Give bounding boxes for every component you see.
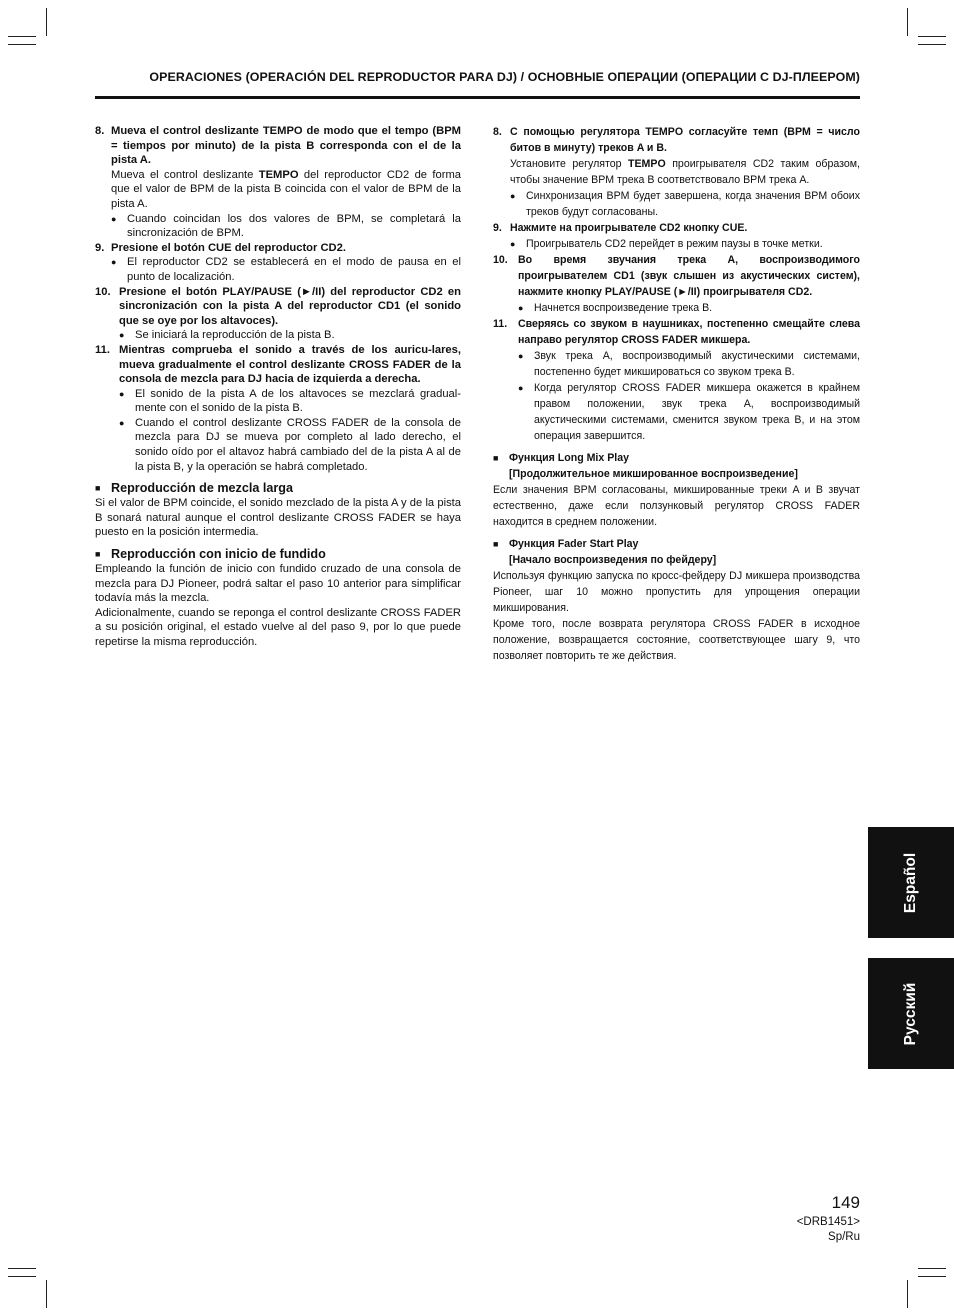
bullet-icon: ●: [518, 351, 524, 361]
step-number: 8.: [95, 125, 105, 137]
crop-mark: [918, 36, 946, 37]
step-number: 11.: [493, 318, 508, 330]
crop-mark: [918, 1276, 946, 1277]
bullet-icon: ●: [119, 388, 125, 399]
step-8: [95, 124, 461, 168]
step-number: 10.: [493, 254, 508, 266]
language-tab-espanol: Español: [868, 827, 954, 938]
bullet-item: ● Cuando el control deslizante CROSS FADER de la consola de mezcla para DJ se mueva por completo al lado derecho, el sonido oído por el altavoz habrá cambiado del de la pista A al de la pista B, y la operación se habrá completado.: [119, 416, 461, 473]
square-bullet-icon: ■: [95, 549, 101, 560]
crop-mark: [46, 1280, 47, 1308]
bullet-icon: ●: [111, 213, 117, 224]
step-8: [493, 124, 860, 156]
step-title: Нажмите на проигрывателе CD2 кнопку CUE.: [510, 222, 748, 234]
section-heading: ■ Функция Fader Start Play: [493, 538, 639, 550]
step-title: Presione el botón CUE del reproductor CD2.: [111, 241, 346, 254]
bullet-icon: ●: [111, 257, 117, 268]
section-paragraph: Используя функцию запуска по кросс-фейдеру DJ микшера производства Pioneer, шаг 10 можно пропустить для упрощения операции микширования.: [493, 570, 860, 614]
step-number: 10.: [95, 285, 111, 298]
section-paragraph: Si el valor de BPM coincide, el sonido mezclado de la pista A y de la pista B sonará natural aunque el control deslizante CROSS FADER se haya puesto en la posición intermedia.: [95, 497, 461, 539]
bullet-item: ● Начнется воспроизведение трека B.: [518, 302, 713, 314]
square-bullet-icon: ■: [493, 539, 499, 549]
crop-mark: [907, 1280, 908, 1308]
bullet-icon: ●: [510, 191, 516, 201]
header-rule: [95, 96, 860, 99]
russian-column: [493, 124, 860, 664]
spanish-column: [95, 124, 461, 650]
step-title: Presione el botón PLAY/PAUSE (►/II) del reproductor CD2 en sincronización con la pista A del reproductor CD1 (el sonido que se oye por los altavoces).: [119, 285, 461, 327]
language-tab-russian: Русский: [868, 958, 954, 1069]
step-title: Во время звучания трека A, воспроизводимого проигрывателем CD1 (звук слышен из акустических систем), нажмите кнопку PLAY/PAUSE (►/II) проигрывателя CD2.: [518, 254, 860, 298]
section-heading: ■ Reproducción de mezcla larga: [95, 481, 293, 496]
step-11: [95, 343, 461, 387]
step-number: 11.: [95, 343, 110, 356]
bullet-item: ● El sonido de la pista A de los altavoces se mezclará gradual-mente con el sonido de la pista B.: [119, 387, 461, 415]
bullet-icon: ●: [119, 330, 125, 341]
section-subheading: [Начало воспроизведения по фейдеру]: [509, 554, 717, 566]
crop-mark: [46, 8, 47, 36]
bullet-icon: ●: [119, 417, 125, 428]
page-header: OPERACIONES (OPERACIÓN DEL REPRODUCTOR PARA DJ) / ОСНОВНЫЕ ОПЕРАЦИИ (ОПЕРАЦИИ С DJ-ПЛЕЕРОМ): [149, 70, 860, 84]
bullet-item: ● Синхронизация BPM будет завершена, когда значения BPM обоих треков будут согласованы.: [510, 190, 860, 218]
bullet-item: ● Cuando coincidan los dos valores de BPM, se completará la sincronización de BPM.: [111, 212, 461, 240]
step-description: Установите регулятор TEMPO проигрывателя CD2 таким образом, чтобы значение BPM трека B соответствовало BPM трека A.: [510, 158, 860, 186]
step-11: [493, 316, 860, 348]
bullet-icon: ●: [510, 239, 516, 249]
step-9: [95, 241, 461, 256]
section-paragraph: Кроме того, после возврата регулятора CROSS FADER в исходное положение, возвращается состояние, соответствующее шагу 9, что позволяет повторить те же действия.: [493, 618, 860, 662]
step-9: [493, 220, 860, 236]
crop-mark: [907, 8, 908, 36]
square-bullet-icon: ■: [95, 483, 101, 494]
section-heading: ■ Reproducción con inicio de fundido: [95, 547, 326, 562]
section-heading: ■ Функция Long Mix Play: [493, 452, 630, 464]
document-reference: <DRB1451> Sp/Ru: [796, 1216, 860, 1243]
bullet-icon: ●: [518, 303, 524, 313]
step-title: Mientras comprueba el sonido a través de los auricu-lares, mueva gradualmente el control deslizante CROSS FADER de la consola de mezcla para DJ hacia de izquierda a derecha.: [119, 343, 461, 386]
step-number: 9.: [493, 222, 502, 234]
page-number: 149: [831, 1193, 860, 1212]
bullet-item: ● Se iniciará la reproducción de la pista B.: [119, 329, 335, 342]
step-number: 8.: [493, 126, 502, 138]
bullet-item: ● Звук трека A, воспроизводимый акустическими системами, постепенно будет микшироваться со звуком трека B.: [518, 350, 860, 378]
section-paragraph: Adicionalmente, cuando se reponga el control deslizante CROSS FADER a su posición original, el estado vuelve al del paso 9, por lo que puede repetirse la misma reproducción.: [95, 606, 461, 648]
step-10: [493, 252, 860, 300]
bullet-item: ● Когда регулятор CROSS FADER микшера окажется в крайнем правом положении, звук трека A, воспроизводимый акустическими системами, сменится звуком трека B, и на этом операция завершится.: [518, 382, 860, 442]
section-paragraph: Empleando la función de inicio con fundido cruzado de una consola de mezcla para DJ Pioneer, podrá saltar el paso 10 anterior para simplificar todavía más la mezcla.: [95, 563, 461, 605]
section-subheading: [Продолжительное микшированное воспроизведение]: [509, 468, 798, 480]
step-title: Сверяясь со звуком в наушниках, постепенно смещайте слева направо регулятор CROSS FADER микшера.: [518, 318, 860, 346]
crop-mark: [8, 36, 36, 37]
crop-mark: [918, 1268, 946, 1269]
step-title: Mueva el control deslizante TEMPO de modo que el tempo (BPM = tiempos por minuto) de la pista B corresponda con el de la pista A.: [111, 125, 461, 167]
step-10: [95, 285, 461, 329]
bullet-item: ● El reproductor CD2 se establecerá en el modo de pausa en el punto de localización.: [111, 256, 461, 283]
step-number: 9.: [95, 241, 105, 254]
crop-mark: [8, 1268, 36, 1269]
crop-mark: [8, 1276, 36, 1277]
crop-mark: [8, 44, 36, 45]
square-bullet-icon: ■: [493, 453, 499, 463]
bullet-item: ● Проигрыватель CD2 перейдет в режим паузы в точке метки.: [510, 238, 823, 250]
bullet-icon: ●: [518, 383, 524, 393]
step-description: Mueva el control deslizante TEMPO del reproductor CD2 de forma que el valor de BPM de la pista B coincida con el valor de BPM de la pista A.: [111, 168, 461, 210]
step-title: С помощью регулятора TEMPO согласуйте темп (BPM = число битов в минуту) треков A и B.: [510, 126, 860, 154]
section-paragraph: Если значения BPM согласованы, микшированные треки A и B звучат естественно, даже если ползунковый регулятор CROSS FADER находится в среднем положении.: [493, 484, 860, 528]
crop-mark: [918, 44, 946, 45]
